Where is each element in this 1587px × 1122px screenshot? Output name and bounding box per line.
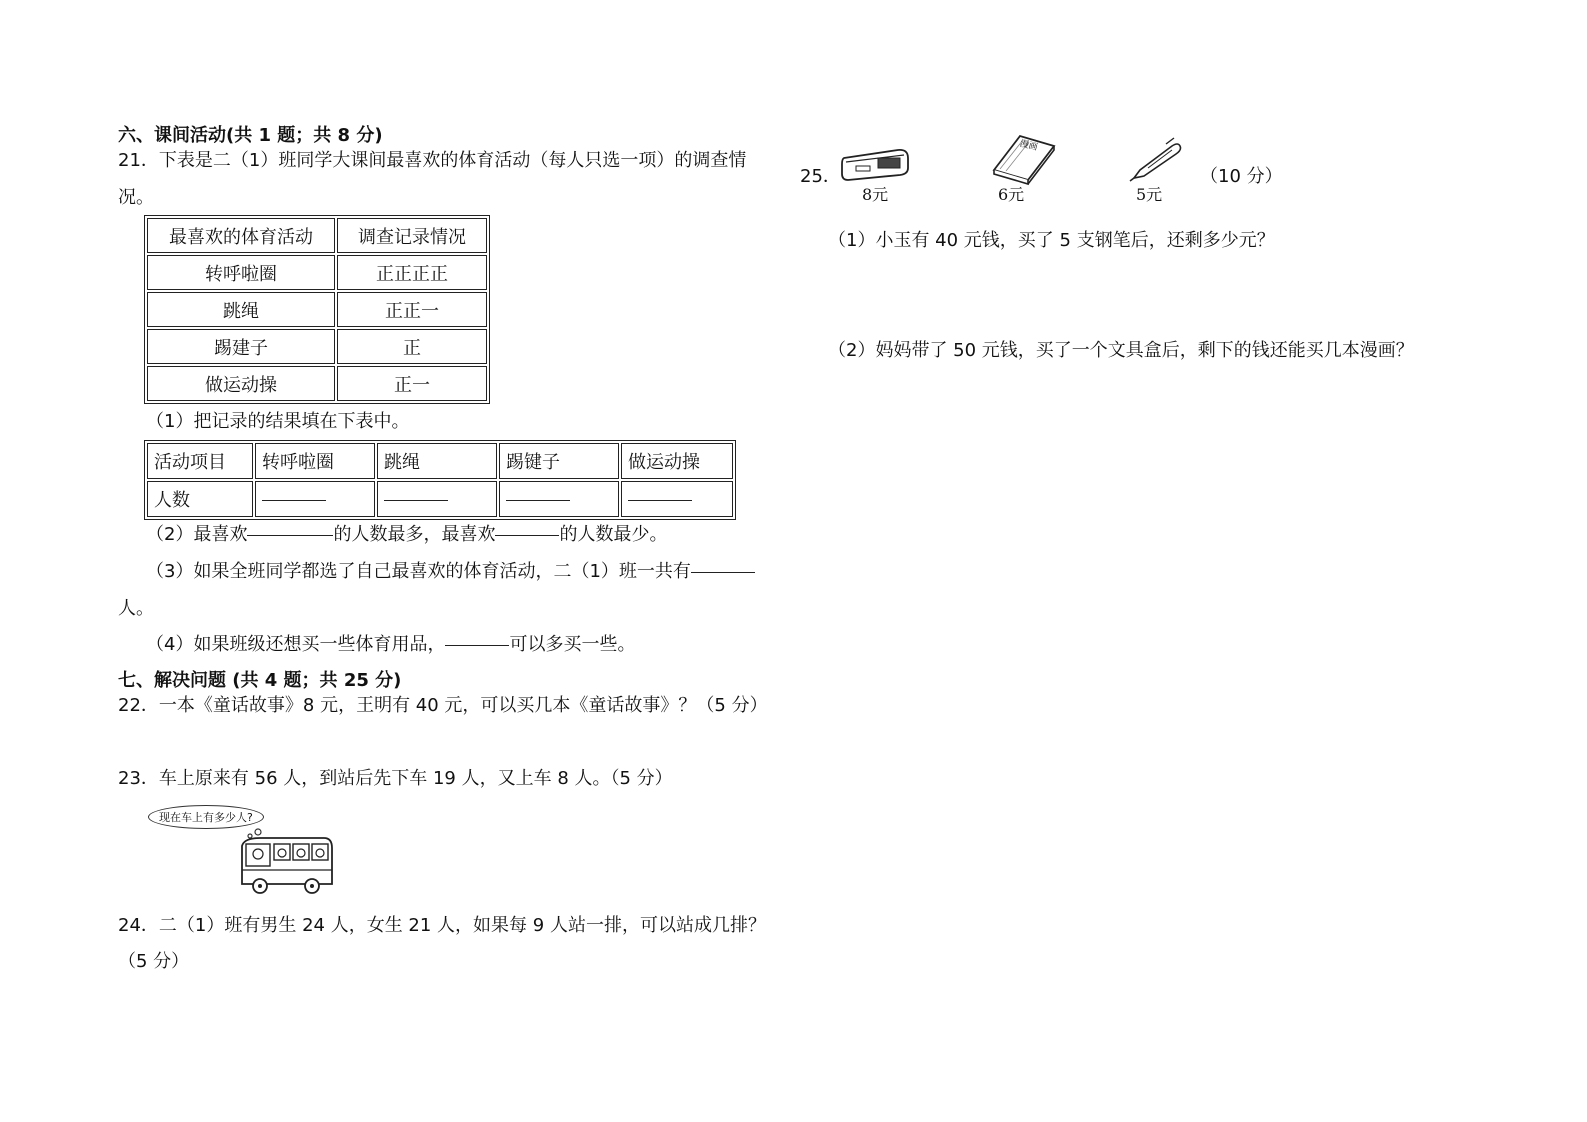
answer-blank[interactable]: [445, 644, 509, 646]
q21-sub2: [146, 520, 667, 546]
q24-stem-line2: （5 分）: [118, 951, 190, 972]
answer-blank[interactable]: [691, 571, 755, 573]
q21-sub3-line1: [146, 557, 755, 583]
q23-stem: 23．车上原来有 56 人，到站后先下车 19 人，又上车 8 人。（5 分）: [118, 768, 673, 789]
tally-cell: 正一: [337, 366, 487, 401]
table-row: [147, 481, 733, 517]
tally-cell: 正正一: [337, 292, 487, 327]
activity-cell: 跳绳: [147, 292, 335, 327]
answer-blank[interactable]: [384, 499, 448, 501]
q21-stem-line2: 况。: [118, 187, 154, 208]
table-row: [147, 329, 487, 364]
q21-sub3-line2: 人。: [118, 598, 154, 619]
table-header-cell: 踢键子: [499, 443, 619, 479]
answer-cell[interactable]: [621, 481, 733, 517]
table-row: [147, 255, 487, 290]
answer-blank[interactable]: [247, 534, 333, 536]
survey-tally-table: [144, 215, 490, 404]
table-row: [147, 366, 487, 401]
q25-number: 25．: [800, 166, 841, 187]
answer-blank[interactable]: [495, 534, 559, 536]
q25-points: （10 分）: [1200, 166, 1283, 187]
q21-sub3-text: （3）如果全班同学都选了自己最喜欢的体育活动，二（1）班一共有: [146, 561, 691, 582]
table-header-cell: 调查记录情况: [337, 218, 487, 253]
answer-blank[interactable]: [628, 499, 692, 501]
comic-book-cover-text: 漫画: [1018, 138, 1039, 153]
answer-cell[interactable]: [499, 481, 619, 517]
q25-sub2: （2）妈妈带了 50 元钱，买了一个文具盒后，剩下的钱还能买几本漫画？: [828, 340, 1414, 361]
q21-stem-line1: 21．下表是二（1）班同学大课间最喜欢的体育活动（每人只选一项）的调查情: [118, 150, 747, 171]
tally-cell: 正正正正: [337, 255, 487, 290]
q21-sub4-part-a: （4）如果班级还想买一些体育用品，: [146, 634, 446, 655]
section-6-heading: 六、课间活动(共 1 题；共 8 分): [118, 125, 383, 146]
section-7-heading: 七、解决问题 (共 4 题；共 25 分): [118, 670, 402, 691]
q21-sub4: [146, 630, 635, 656]
tally-cell: 正: [337, 329, 487, 364]
q21-sub2-part-a: （2）最喜欢: [146, 524, 248, 545]
table-header-cell: 跳绳: [377, 443, 497, 479]
table-header-cell: 活动项目: [147, 443, 253, 479]
pencil-case-icon: [838, 138, 914, 186]
answer-cell[interactable]: [255, 481, 375, 517]
table-header-cell: 做运动操: [621, 443, 733, 479]
answer-cell[interactable]: [377, 481, 497, 517]
pen-price: 5元: [1136, 185, 1163, 204]
activity-cell: 踢建子: [147, 329, 335, 364]
results-table: [144, 440, 736, 520]
activity-cell: 转呼啦圈: [147, 255, 335, 290]
table-header-cell: 转呼啦圈: [255, 443, 375, 479]
pencil-case-price: 8元: [862, 185, 889, 204]
q21-sub2-part-b: 的人数最多，最喜欢: [333, 524, 496, 545]
row-label-cell: 人数: [147, 481, 253, 517]
q25-sub1: （1）小玉有 40 元钱，买了 5 支钢笔后，还剩多少元？: [828, 230, 1275, 251]
bus-icon: [232, 826, 336, 896]
answer-blank[interactable]: [262, 499, 326, 501]
comic-book-price: 6元: [998, 185, 1025, 204]
table-header-row: [147, 218, 487, 253]
q24-stem-line1: 24．二（1）班有男生 24 人，女生 21 人，如果每 9 人站一排，可以站成几排？: [118, 915, 766, 936]
table-row: [147, 292, 487, 327]
q21-sub1: （1）把记录的结果填在下表中。: [146, 411, 410, 432]
q21-sub4-part-b: 可以多买一些。: [509, 634, 636, 655]
table-header-cell: 最喜欢的体育活动: [147, 218, 335, 253]
activity-cell: 做运动操: [147, 366, 335, 401]
pen-icon: [1128, 140, 1184, 182]
q21-sub2-part-c: 的人数最少。: [559, 524, 668, 545]
answer-blank[interactable]: [506, 499, 570, 501]
speech-bubble-text: 现在车上有多少人?: [159, 811, 253, 824]
table-row: [147, 443, 733, 479]
q22-stem: 22．一本《童话故事》8 元，王明有 40 元，可以买几本《童话故事》？（5 分）: [118, 695, 768, 716]
